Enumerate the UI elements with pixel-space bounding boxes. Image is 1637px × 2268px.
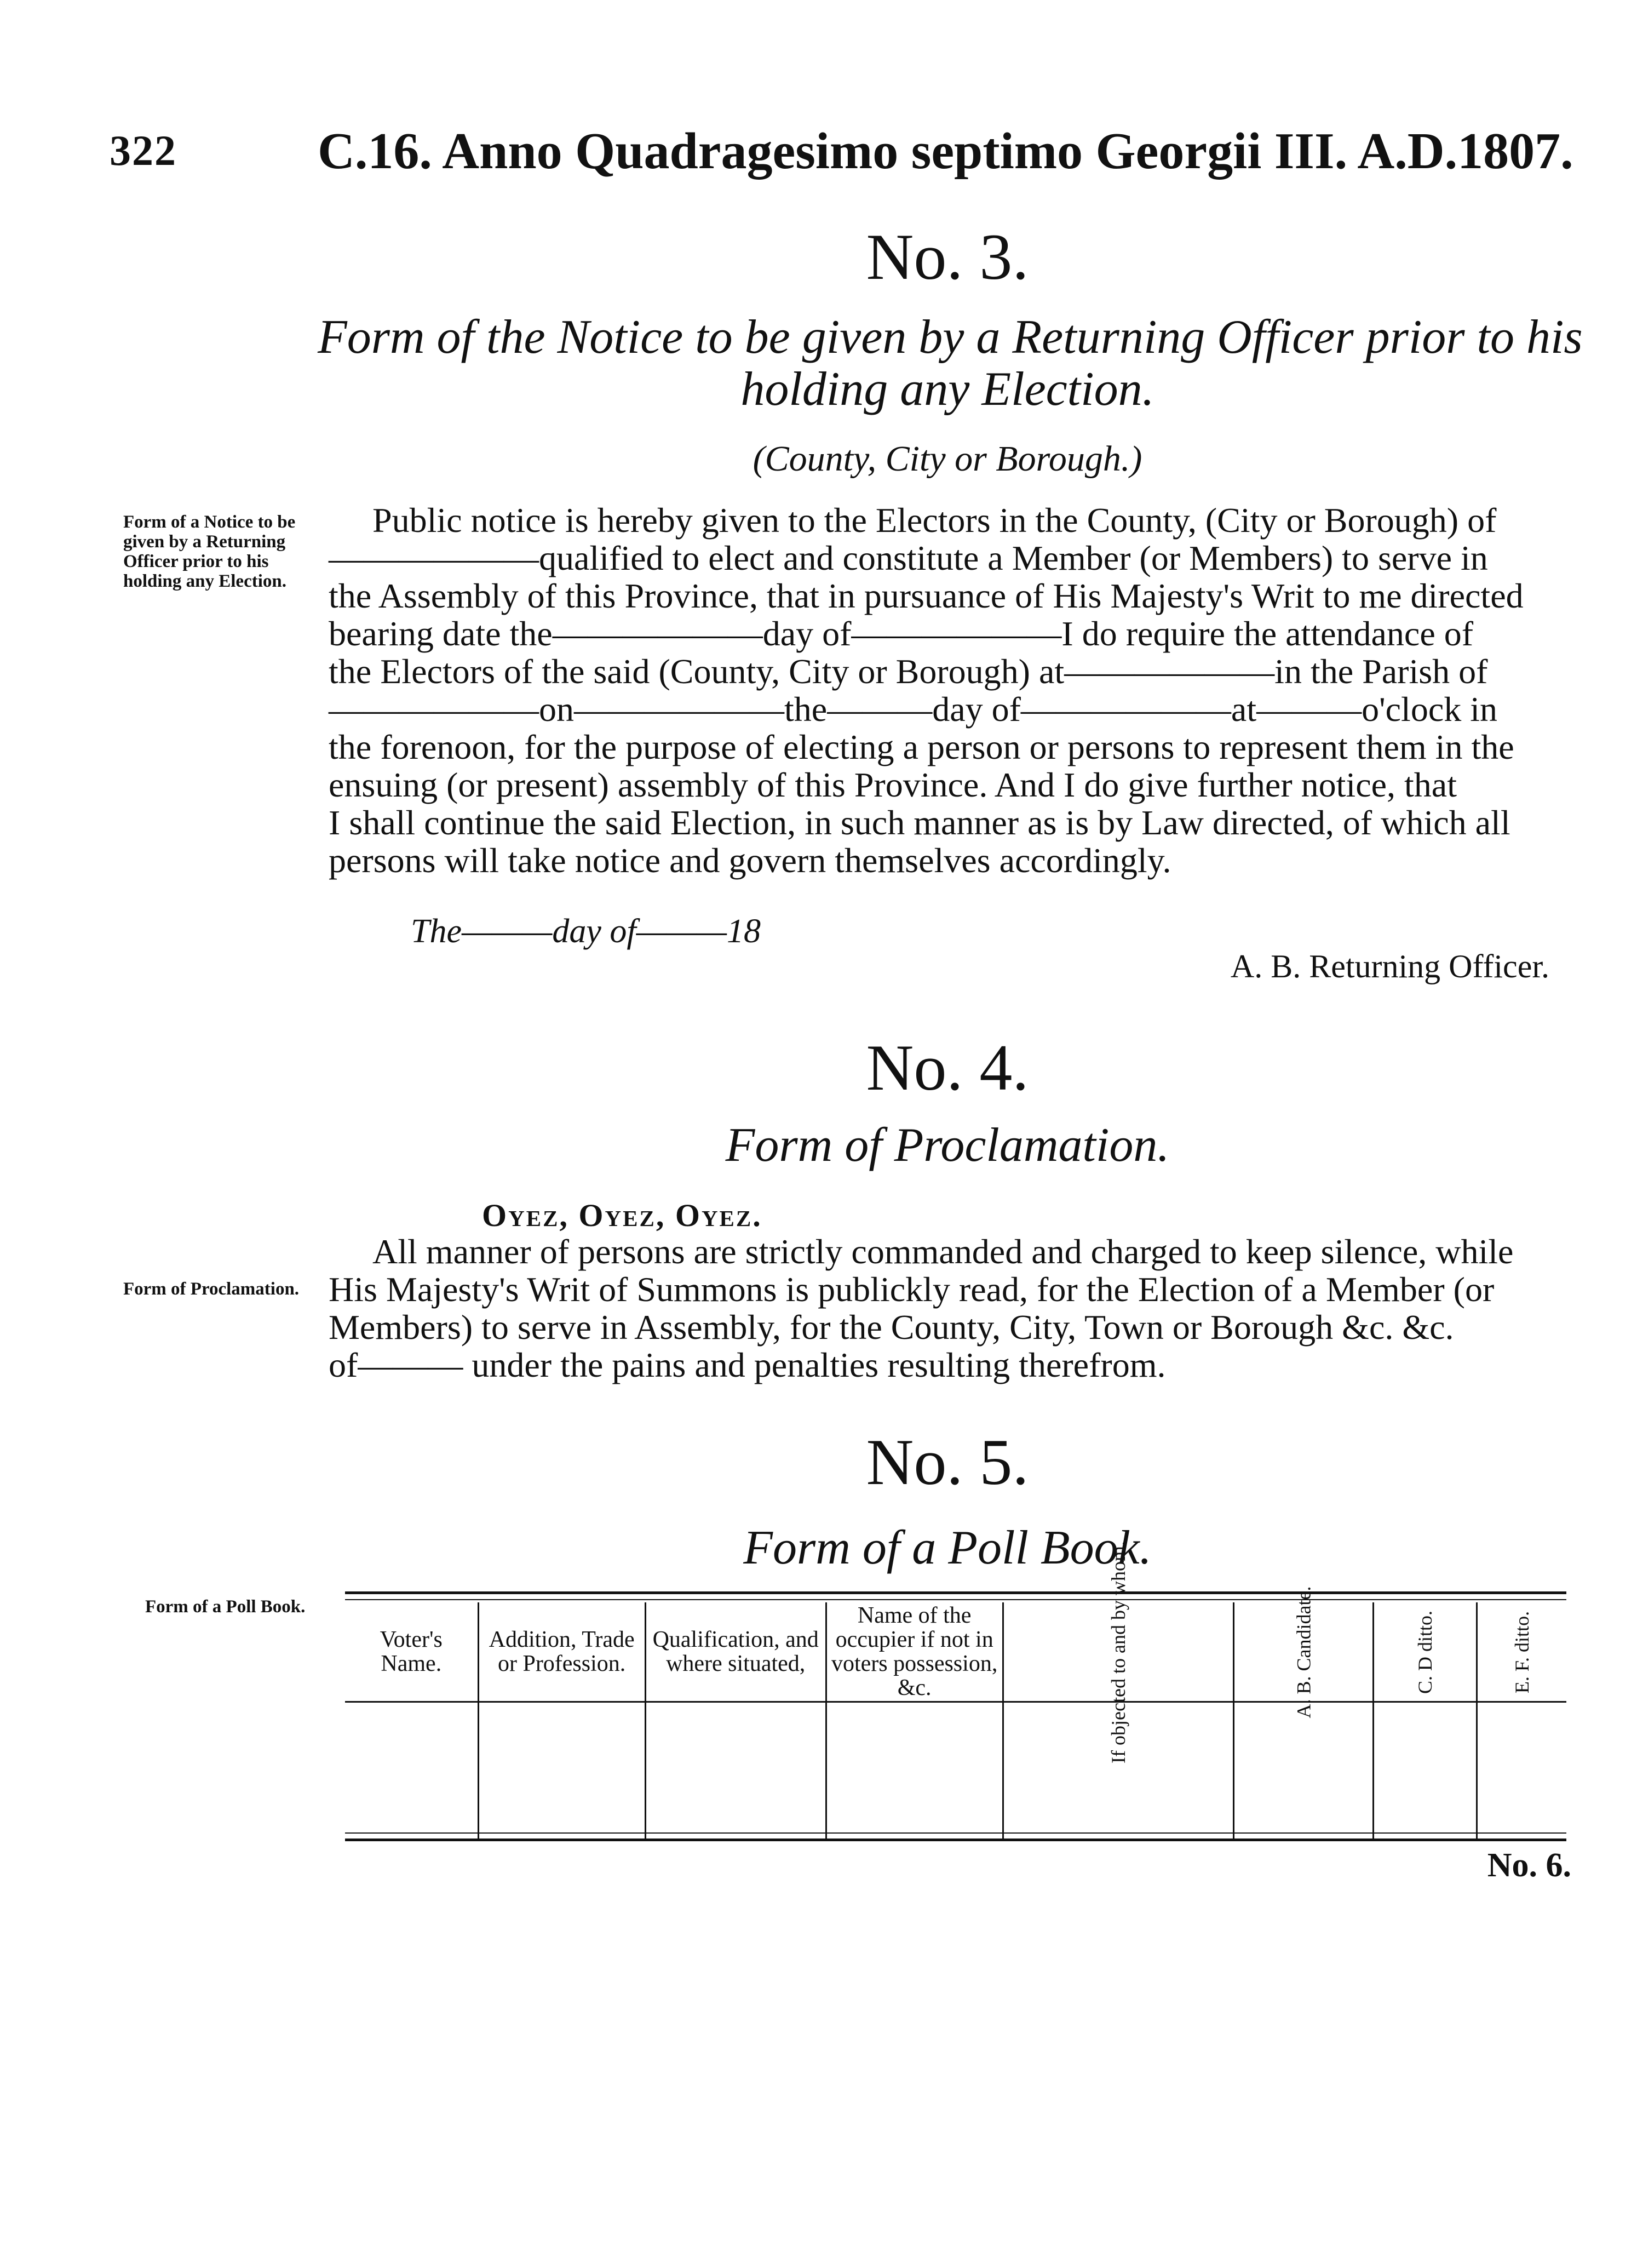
col-candidate-ef-label: E. F. ditto. [1510,1611,1533,1694]
proclamation-line: of——— under the pains and penalties resulting therefrom. [329,1345,1166,1384]
col-occupier-name: Name of the occupier if not in voters possession, &c. [826,1602,1003,1702]
poll-cell [1477,1702,1566,1841]
notice-line: ——————on——————the———day of——————at———o'clock in [329,690,1497,729]
proclamation-line: His Majesty's Writ of Summons is publickly read, for the Election of a Member (or [329,1270,1495,1309]
notice-line: persons will take notice and govern themselves accordingly. [329,841,1171,880]
proclamation-line: Members) to serve in Assembly, for the County, City, Town or Borough &c. &c. [329,1308,1454,1347]
col-addition-trade: Addition, Trade or Profession. [478,1602,645,1702]
margin-note-poll-book: Form of a Poll Book. [145,1597,306,1617]
col-candidate-ef [1477,1602,1566,1702]
returning-officer-signature: A. B. Returning Officer. [1230,948,1549,984]
notice-line: ——————qualified to elect and constitute a Member (or Members) to serve in [329,539,1488,577]
section-5-number: No. 5. [866,1425,1029,1498]
col-objected-label: If objected to and by whom. [1107,1541,1129,1763]
col-objected [1003,1541,1233,1763]
margin-note-notice: Form of a Notice to be given by a Returning Officer prior to his holding any Election. [123,512,296,591]
poll-cell [1233,1702,1374,1841]
proclamation-body [329,1233,1572,1384]
poll-cell [345,1702,478,1841]
notice-body [329,501,1572,879]
col-qualification: Qualification, and where situated, [645,1602,826,1702]
proclamation-line: All manner of persons are strictly commanded and charged to keep silence, while [372,1232,1514,1271]
notice-line: the forenoon, for the purpose of electing a person or persons to represent them in the [329,728,1514,766]
col-voters-name: Voter's Name. [345,1602,478,1702]
section-3-title-line1: Form of the Notice to be given by a Returning Officer prior to his [318,311,1583,364]
margin-note-proclamation: Form of Proclamation. [123,1279,300,1299]
notice-line: I shall continue the said Election, in such manner as is by Law directed, of which all [329,803,1510,842]
section-4-number: No. 4. [866,1031,1029,1104]
poll-book-bottom-rule [345,1832,1566,1841]
section-3-title-line2: holding any Election. [740,363,1154,416]
poll-cell [826,1702,1003,1841]
poll-cell [645,1702,826,1841]
section-3-number: No. 3. [866,220,1029,293]
poll-book-top-rule [345,1591,1566,1600]
col-candidate-cd [1374,1602,1477,1702]
section-4-title: Form of Proclamation. [725,1119,1170,1172]
notice-line: bearing date the——————day of——————I do require the attendance of [329,614,1474,653]
notice-line: ensuing (or present) assembly of this Province. And I do give further notice, that [329,765,1457,804]
section-5-title: Form of a Poll Book. [743,1521,1152,1574]
page-number: 322 [110,127,177,174]
notice-date-line: The———day of———18 [411,913,761,950]
col-candidate-ab-label: A. B. Candidate. [1293,1586,1314,1719]
poll-book-header-row [345,1602,1566,1702]
section-3-subtitle: (County, City or Borough.) [753,439,1142,479]
notice-line: Public notice is hereby given to the Electors in the County, (City or Borough) of [372,501,1497,540]
poll-cell [1374,1702,1477,1841]
col-candidate-ab [1233,1586,1374,1719]
poll-cell [478,1702,645,1841]
running-title: C.16. Anno Quadragesimo septimo Georgii III. A.D.1807. [318,123,1573,180]
notice-line: the Assembly of this Province, that in pursuance of His Majesty's Writ to me directed [329,576,1524,615]
oyez-call: Oyez, Oyez, Oyez. [482,1198,762,1233]
col-candidate-cd-label: C. D ditto. [1414,1610,1437,1694]
poll-book-blank-row [345,1702,1566,1841]
notice-line: the Electors of the said (County, City or Borough) at——————in the Parish of [329,652,1488,691]
catchword: No. 6. [1487,1847,1571,1884]
